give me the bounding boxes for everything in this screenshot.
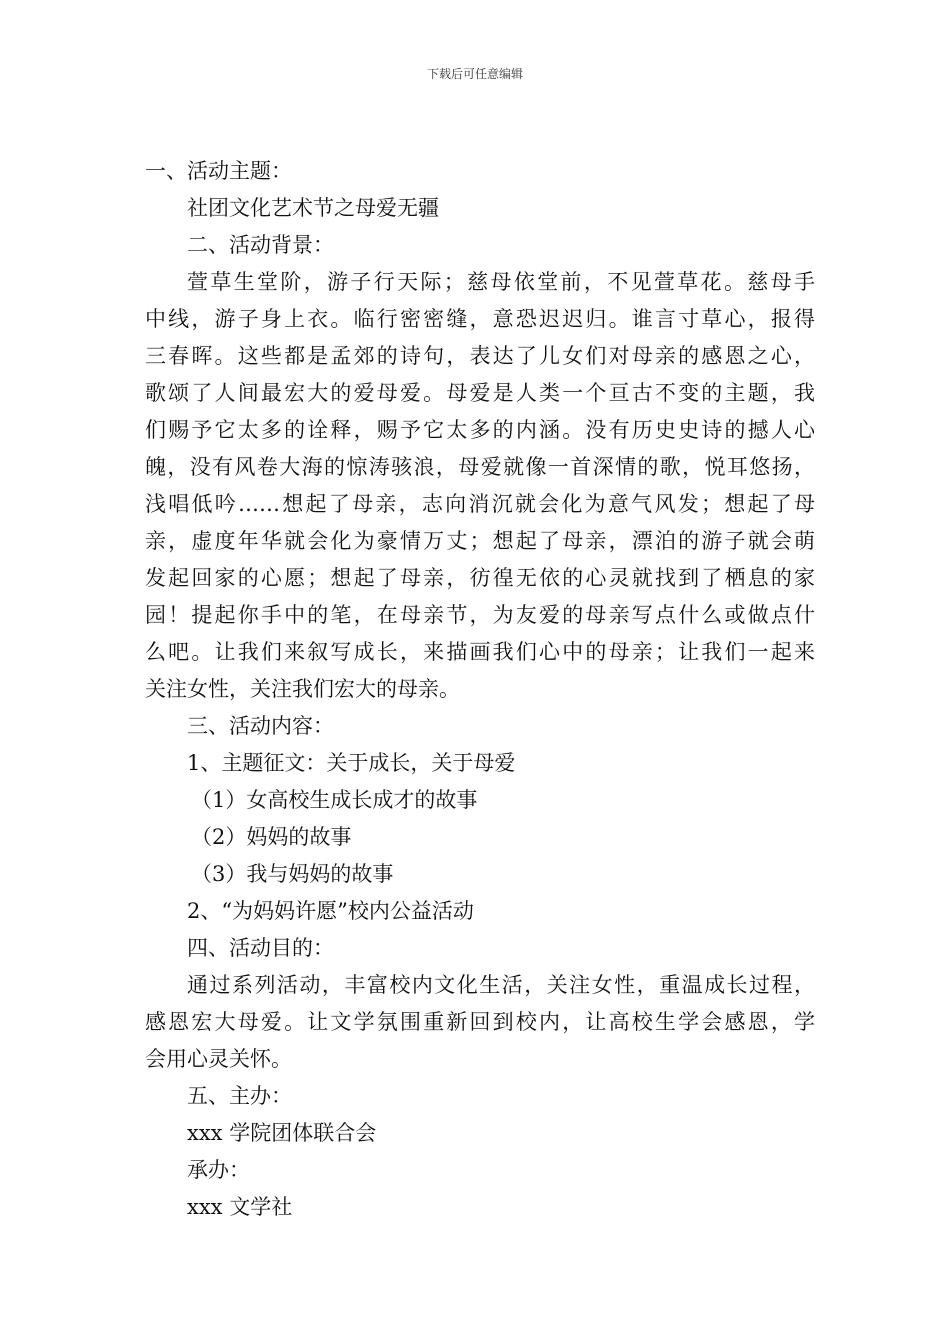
background-paragraph-line: 园！提起你手中的笔，在母亲节，为友爱的母亲写点什么或做点什 (145, 603, 815, 627)
background-paragraph-line: 发起回家的心愿；想起了母亲，彷徨无依的心灵就找到了栖息的家 (145, 566, 815, 590)
document-body (145, 153, 815, 1226)
activity-theme-text: 社团文化艺术节之母爱无疆 (187, 196, 439, 220)
organizer-label: 承办： (187, 1158, 250, 1182)
content-item-2: 2、“为妈妈许愿”校内公益活动 (187, 899, 474, 923)
background-paragraph-line: 么吧。让我们来叙写成长，来描画我们心中的母亲；让我们一起来 (145, 640, 815, 664)
background-paragraph-line: 浅唱低吟……想起了母亲，志向消沉就会化为意气风发；想起了母 (145, 492, 815, 516)
page-header-note: 下载后可任意编辑 (426, 67, 523, 81)
content-subitem-2: （2）妈妈的故事 (191, 825, 352, 849)
organizer-name: xxx 文学社 (187, 1195, 293, 1219)
background-paragraph-line: 亲，虚度年华就会化为豪情万丈；想起了母亲，漂泊的游子就会萌 (145, 529, 815, 553)
purpose-paragraph-line: 会用心灵关怀。 (145, 1047, 292, 1071)
background-paragraph-line: 魄，没有风卷大海的惊涛骇浪，母爱就像一首深情的歌，悦耳悠扬， (145, 455, 815, 479)
section-heading-host: 五、主办： (187, 1084, 292, 1108)
purpose-paragraph-line: 感恩宏大母爱。让文学氛围重新回到校内，让高校生学会感恩，学 (145, 1010, 815, 1034)
background-paragraph-line: 萱草生堂阶，游子行天际；慈母依堂前，不见萱草花。慈母手 (187, 270, 815, 294)
content-subitem-1: （1）女高校生成长成才的故事 (191, 788, 478, 812)
section-heading-background: 二、活动背景： (187, 233, 334, 257)
background-paragraph-line: 三春晖。这些都是孟郊的诗句，表达了儿女们对母亲的感恩之心， (145, 344, 815, 368)
background-paragraph-line: 中线，游子身上衣。临行密密缝，意恐迟迟归。谁言寸草心，报得 (145, 307, 815, 331)
section-heading-theme: 一、活动主题： (145, 159, 292, 183)
background-paragraph-line: 们赐予它太多的诠释，赐予它太多的内涵。没有历史史诗的撼人心 (145, 418, 815, 442)
host-name: xxx 学院团体联合会 (187, 1121, 377, 1145)
background-paragraph-line: 歌颂了人间最宏大的爱母爱。母爱是人类一个亘古不变的主题，我 (145, 381, 815, 405)
content-subitem-3: （3）我与妈妈的故事 (191, 862, 394, 886)
section-heading-content: 三、活动内容： (187, 714, 334, 738)
background-paragraph-line: 关注女性，关注我们宏大的母亲。 (145, 677, 460, 701)
content-item-1: 1、主题征文：关于成长，关于母爱 (187, 751, 516, 775)
section-heading-purpose: 四、活动目的： (187, 936, 334, 960)
purpose-paragraph-line: 通过系列活动，丰富校内文化生活，关注女性，重温成长过程， (187, 973, 815, 997)
